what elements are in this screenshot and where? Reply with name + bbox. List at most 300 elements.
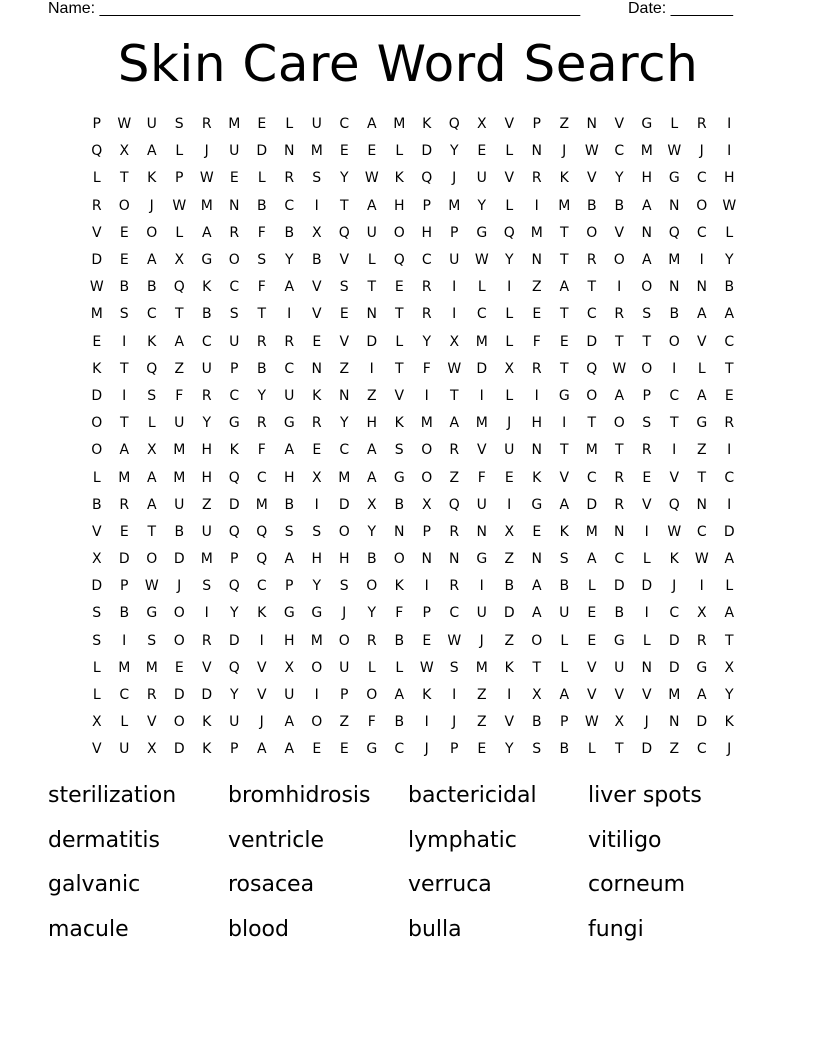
grid-letter: E	[339, 143, 349, 160]
grid-letter: B	[614, 197, 625, 214]
grid-letter: C	[696, 741, 707, 758]
grid-letter: E	[229, 170, 239, 187]
grid-letter: J	[149, 197, 154, 214]
grid-letter: Q	[91, 143, 103, 160]
grid-letter: N	[449, 551, 460, 568]
grid-letter: G	[696, 415, 708, 432]
grid-letter: N	[339, 387, 350, 404]
grid-letter: S	[119, 306, 129, 323]
grid-letter: O	[421, 442, 433, 459]
grid-letter: T	[559, 442, 569, 459]
grid-letter: O	[228, 252, 240, 269]
grid-letter: I	[314, 197, 319, 214]
grid-letter: E	[312, 333, 322, 350]
grid-letter: C	[394, 741, 405, 758]
name-field-line: Name: ______________________________________________________	[48, 0, 581, 17]
grid-letter: S	[532, 741, 542, 758]
grid-letter: K	[504, 659, 514, 676]
grid-letter: C	[614, 143, 625, 160]
grid-letter: U	[614, 659, 625, 676]
grid-letter: T	[449, 387, 459, 404]
grid-letter: O	[641, 360, 653, 377]
grid-letter: Q	[668, 224, 680, 241]
grid-letter: B	[201, 306, 212, 323]
grid-letter: R	[586, 252, 597, 269]
grid-letter: F	[257, 279, 266, 296]
grid-letter: S	[92, 605, 102, 622]
grid-letter: I	[672, 360, 677, 377]
grid-letter: B	[724, 279, 735, 296]
grid-row	[83, 736, 743, 763]
grid-letter: A	[724, 306, 735, 323]
grid-letter: X	[476, 116, 487, 133]
grid-letter: A	[696, 687, 707, 704]
grid-letter: S	[284, 523, 294, 540]
grid-letter: A	[641, 197, 652, 214]
grid-letter: E	[477, 741, 487, 758]
grid-letter: E	[312, 442, 322, 459]
grid-letter: M	[475, 333, 488, 350]
grid-letter: M	[228, 116, 241, 133]
grid-letter: L	[560, 632, 569, 649]
grid-letter: N	[531, 252, 542, 269]
grid-letter: W	[172, 197, 187, 214]
grid-letter: A	[394, 687, 405, 704]
grid-letter: O	[613, 415, 625, 432]
grid-letter: J	[177, 578, 182, 595]
grid-letter: D	[91, 387, 103, 404]
grid-letter: M	[585, 442, 598, 459]
grid-letter: B	[586, 197, 597, 214]
grid-letter: R	[696, 632, 707, 649]
grid-letter: Y	[312, 578, 322, 595]
grid-letter: B	[311, 252, 322, 269]
grid-letter: T	[147, 523, 157, 540]
grid-letter: J	[672, 578, 677, 595]
grid-letter: N	[614, 523, 625, 540]
grid-letter: A	[284, 279, 295, 296]
grid-letter: O	[173, 714, 185, 731]
grid-letter: I	[314, 496, 319, 513]
grid-letter: L	[642, 551, 651, 568]
grid-letter: D	[696, 714, 708, 731]
grid-row	[83, 111, 743, 138]
grid-letter: P	[560, 714, 569, 731]
word-bank-item: macule	[48, 916, 129, 942]
grid-letter: I	[424, 387, 429, 404]
grid-letter: D	[228, 632, 240, 649]
grid-letter: O	[393, 551, 405, 568]
grid-letter: J	[342, 605, 347, 622]
grid-row	[83, 546, 743, 573]
grid-letter: R	[229, 224, 240, 241]
grid-row	[83, 356, 743, 383]
grid-letter: L	[92, 170, 101, 187]
grid-letter: L	[505, 143, 514, 160]
grid-letter: T	[559, 306, 569, 323]
grid-letter: O	[393, 224, 405, 241]
grid-letter: D	[586, 333, 598, 350]
grid-letter: L	[395, 333, 404, 350]
grid-letter: N	[476, 523, 487, 540]
grid-letter: V	[696, 333, 707, 350]
grid-letter: D	[503, 605, 515, 622]
grid-letter: N	[669, 714, 680, 731]
grid-letter: A	[256, 741, 267, 758]
grid-letter: U	[201, 523, 212, 540]
grid-letter: I	[452, 306, 457, 323]
grid-letter: B	[119, 605, 130, 622]
grid-letter: A	[366, 469, 377, 486]
grid-letter: I	[534, 387, 539, 404]
grid-letter: K	[422, 687, 432, 704]
grid-letter: C	[614, 551, 625, 568]
grid-letter: O	[311, 714, 323, 731]
grid-row	[83, 220, 743, 247]
grid-letter: P	[230, 741, 239, 758]
grid-letter: D	[641, 578, 653, 595]
grid-letter: V	[146, 714, 157, 731]
grid-letter: C	[696, 224, 707, 241]
grid-letter: K	[394, 170, 404, 187]
grid-letter: L	[642, 632, 651, 649]
grid-letter: T	[559, 224, 569, 241]
grid-letter: C	[586, 306, 597, 323]
grid-letter: M	[90, 306, 103, 323]
grid-letter: V	[91, 741, 102, 758]
grid-letter: Y	[422, 333, 432, 350]
grid-letter: V	[669, 469, 680, 486]
grid-row	[83, 519, 743, 546]
grid-letter: Z	[476, 687, 487, 704]
grid-letter: R	[449, 442, 460, 459]
grid-letter: H	[366, 415, 378, 432]
grid-letter: X	[504, 360, 515, 377]
grid-letter: A	[146, 252, 157, 269]
grid-letter: A	[284, 714, 295, 731]
grid-letter: L	[92, 469, 101, 486]
grid-letter: B	[559, 741, 570, 758]
grid-letter: E	[422, 632, 432, 649]
grid-letter: L	[477, 279, 486, 296]
grid-letter: K	[532, 469, 542, 486]
grid-letter: D	[173, 687, 185, 704]
grid-letter: D	[723, 523, 735, 540]
grid-letter: R	[614, 496, 625, 513]
grid-letter: X	[311, 224, 322, 241]
grid-letter: T	[669, 415, 679, 432]
grid-letter: S	[339, 279, 349, 296]
grid-letter: T	[119, 415, 129, 432]
grid-letter: G	[696, 659, 708, 676]
grid-letter: V	[614, 687, 625, 704]
grid-letter: O	[641, 279, 653, 296]
grid-letter: O	[366, 687, 378, 704]
grid-letter: O	[586, 387, 598, 404]
grid-letter: D	[586, 496, 598, 513]
grid-letter: O	[696, 197, 708, 214]
grid-letter: T	[614, 333, 624, 350]
grid-letter: Q	[173, 279, 185, 296]
grid-letter: M	[173, 469, 186, 486]
grid-letter: X	[531, 687, 542, 704]
grid-letter: O	[613, 252, 625, 269]
grid-letter: I	[507, 687, 512, 704]
grid-letter: E	[532, 306, 542, 323]
grid-letter: M	[310, 632, 323, 649]
grid-letter: V	[504, 714, 515, 731]
grid-row	[83, 383, 743, 410]
grid-letter: V	[394, 387, 405, 404]
grid-letter: Q	[393, 252, 405, 269]
grid-letter: I	[424, 578, 429, 595]
grid-letter: Y	[229, 605, 239, 622]
grid-letter: V	[641, 496, 652, 513]
grid-letter: U	[476, 170, 487, 187]
grid-letter: U	[229, 143, 240, 160]
grid-letter: E	[587, 632, 597, 649]
grid-letter: D	[668, 659, 680, 676]
grid-letter: M	[640, 143, 653, 160]
grid-letter: W	[117, 116, 132, 133]
grid-letter: B	[366, 551, 377, 568]
grid-letter: I	[699, 578, 704, 595]
grid-letter: X	[174, 252, 185, 269]
grid-letter: B	[146, 279, 157, 296]
grid-letter: I	[424, 714, 429, 731]
grid-letter: N	[229, 197, 240, 214]
grid-letter: Z	[504, 551, 515, 568]
grid-letter: V	[586, 687, 597, 704]
grid-row	[83, 410, 743, 437]
grid-letter: T	[614, 741, 624, 758]
grid-letter: A	[614, 387, 625, 404]
grid-letter: B	[256, 360, 267, 377]
grid-letter: O	[338, 632, 350, 649]
grid-letter: G	[476, 551, 488, 568]
grid-letter: C	[696, 170, 707, 187]
grid-letter: Z	[559, 116, 570, 133]
grid-letter: W	[667, 143, 682, 160]
word-bank-item: dermatitis	[48, 827, 161, 853]
grid-letter: Y	[614, 170, 624, 187]
grid-letter: D	[91, 578, 103, 595]
grid-letter: O	[91, 442, 103, 459]
grid-letter: S	[174, 116, 184, 133]
grid-letter: I	[259, 632, 264, 649]
grid-letter: R	[146, 687, 157, 704]
grid-letter: F	[532, 333, 541, 350]
grid-letter: H	[338, 551, 350, 568]
grid-letter: J	[204, 143, 209, 160]
grid-letter: L	[725, 224, 734, 241]
grid-letter: O	[173, 632, 185, 649]
grid-letter: Q	[228, 578, 240, 595]
grid-letter: E	[587, 605, 597, 622]
grid-letter: O	[311, 659, 323, 676]
grid-letter: Q	[448, 496, 460, 513]
grid-letter: I	[479, 387, 484, 404]
grid-letter: J	[452, 714, 457, 731]
grid-letter: A	[724, 605, 735, 622]
grid-letter: L	[697, 360, 706, 377]
grid-letter: W	[144, 578, 159, 595]
grid-letter: I	[452, 279, 457, 296]
grid-letter: I	[122, 632, 127, 649]
grid-letter: V	[559, 469, 570, 486]
grid-letter: C	[284, 197, 295, 214]
grid-letter: K	[147, 333, 157, 350]
grid-letter: R	[531, 170, 542, 187]
grid-letter: D	[338, 496, 350, 513]
grid-letter: P	[340, 687, 349, 704]
grid-letter: N	[284, 143, 295, 160]
grid-letter: C	[119, 687, 130, 704]
grid-letter: W	[447, 632, 462, 649]
grid-letter: M	[448, 197, 461, 214]
grid-letter: H	[393, 197, 405, 214]
grid-letter: C	[669, 605, 680, 622]
grid-letter: U	[476, 605, 487, 622]
grid-letter: K	[312, 387, 322, 404]
grid-letter: J	[424, 741, 429, 758]
grid-letter: E	[119, 252, 129, 269]
grid-letter: G	[366, 741, 378, 758]
grid-letter: R	[614, 306, 625, 323]
grid-letter: L	[587, 578, 596, 595]
grid-letter: L	[175, 143, 184, 160]
grid-letter: V	[311, 306, 322, 323]
grid-letter: H	[311, 551, 323, 568]
grid-letter: W	[447, 360, 462, 377]
grid-letter: X	[91, 551, 102, 568]
grid-letter: M	[393, 116, 406, 133]
grid-letter: U	[284, 687, 295, 704]
grid-letter: C	[339, 442, 350, 459]
grid-row	[83, 138, 743, 165]
grid-letter: I	[122, 387, 127, 404]
grid-letter: U	[174, 415, 185, 432]
grid-letter: O	[146, 551, 158, 568]
grid-letter: A	[724, 551, 735, 568]
grid-letter: P	[422, 523, 431, 540]
grid-letter: J	[562, 143, 567, 160]
grid-letter: K	[559, 523, 569, 540]
grid-letter: M	[585, 523, 598, 540]
grid-letter: X	[614, 714, 625, 731]
grid-letter: N	[421, 551, 432, 568]
grid-letter: R	[696, 116, 707, 133]
grid-letter: B	[531, 714, 542, 731]
grid-letter: V	[91, 224, 102, 241]
grid-letter: L	[395, 143, 404, 160]
grid-letter: A	[284, 551, 295, 568]
grid-letter: I	[369, 360, 374, 377]
grid-letter: S	[642, 306, 652, 323]
grid-letter: F	[175, 387, 184, 404]
grid-letter: J	[479, 632, 484, 649]
grid-letter: L	[92, 687, 101, 704]
grid-letter: B	[559, 578, 570, 595]
grid-letter: I	[204, 605, 209, 622]
grid-letter: P	[285, 578, 294, 595]
grid-letter: P	[230, 551, 239, 568]
grid-letter: V	[339, 333, 350, 350]
grid-letter: R	[449, 523, 460, 540]
grid-letter: V	[339, 252, 350, 269]
grid-letter: X	[146, 741, 157, 758]
grid-letter: B	[669, 306, 680, 323]
grid-letter: P	[422, 605, 431, 622]
grid-row	[83, 492, 743, 519]
grid-letter: D	[118, 551, 130, 568]
word-bank-item: blood	[228, 916, 289, 942]
grid-letter: C	[421, 252, 432, 269]
grid-letter: P	[532, 116, 541, 133]
grid-letter: W	[419, 659, 434, 676]
grid-letter: G	[668, 170, 680, 187]
grid-letter: O	[586, 224, 598, 241]
grid-letter: L	[367, 659, 376, 676]
grid-letter: N	[366, 306, 377, 323]
grid-letter: A	[119, 442, 130, 459]
grid-letter: J	[699, 143, 704, 160]
grid-letter: R	[641, 442, 652, 459]
grid-letter: M	[530, 224, 543, 241]
grid-letter: Y	[477, 197, 487, 214]
grid-letter: L	[367, 252, 376, 269]
grid-letter: X	[449, 333, 460, 350]
grid-letter: A	[559, 687, 570, 704]
grid-letter: B	[256, 197, 267, 214]
grid-letter: V	[614, 224, 625, 241]
grid-letter: H	[201, 469, 213, 486]
grid-letter: R	[614, 469, 625, 486]
grid-letter: A	[174, 333, 185, 350]
grid-letter: H	[421, 224, 433, 241]
grid-letter: A	[559, 279, 570, 296]
grid-letter: Q	[256, 551, 268, 568]
grid-letter: G	[641, 116, 653, 133]
grid-row	[83, 165, 743, 192]
grid-letter: T	[587, 279, 597, 296]
grid-letter: V	[311, 279, 322, 296]
grid-letter: L	[505, 197, 514, 214]
grid-letter: A	[201, 224, 212, 241]
grid-letter: K	[559, 170, 569, 187]
grid-letter: R	[311, 415, 322, 432]
grid-letter: T	[559, 252, 569, 269]
grid-letter: K	[229, 442, 239, 459]
grid-letter: D	[256, 143, 268, 160]
grid-letter: B	[284, 496, 295, 513]
grid-letter: S	[339, 578, 349, 595]
grid-letter: K	[92, 360, 102, 377]
grid-row	[83, 464, 743, 491]
word-bank-item: corneum	[588, 872, 686, 897]
grid-letter: O	[338, 523, 350, 540]
grid-letter: O	[118, 197, 130, 214]
grid-letter: S	[642, 415, 652, 432]
grid-row	[83, 247, 743, 274]
grid-letter: C	[696, 523, 707, 540]
grid-letter: T	[257, 306, 267, 323]
grid-letter: N	[531, 551, 542, 568]
grid-letter: N	[586, 116, 597, 133]
grid-row	[83, 274, 743, 301]
grid-letter: O	[173, 605, 185, 622]
grid-letter: L	[92, 659, 101, 676]
